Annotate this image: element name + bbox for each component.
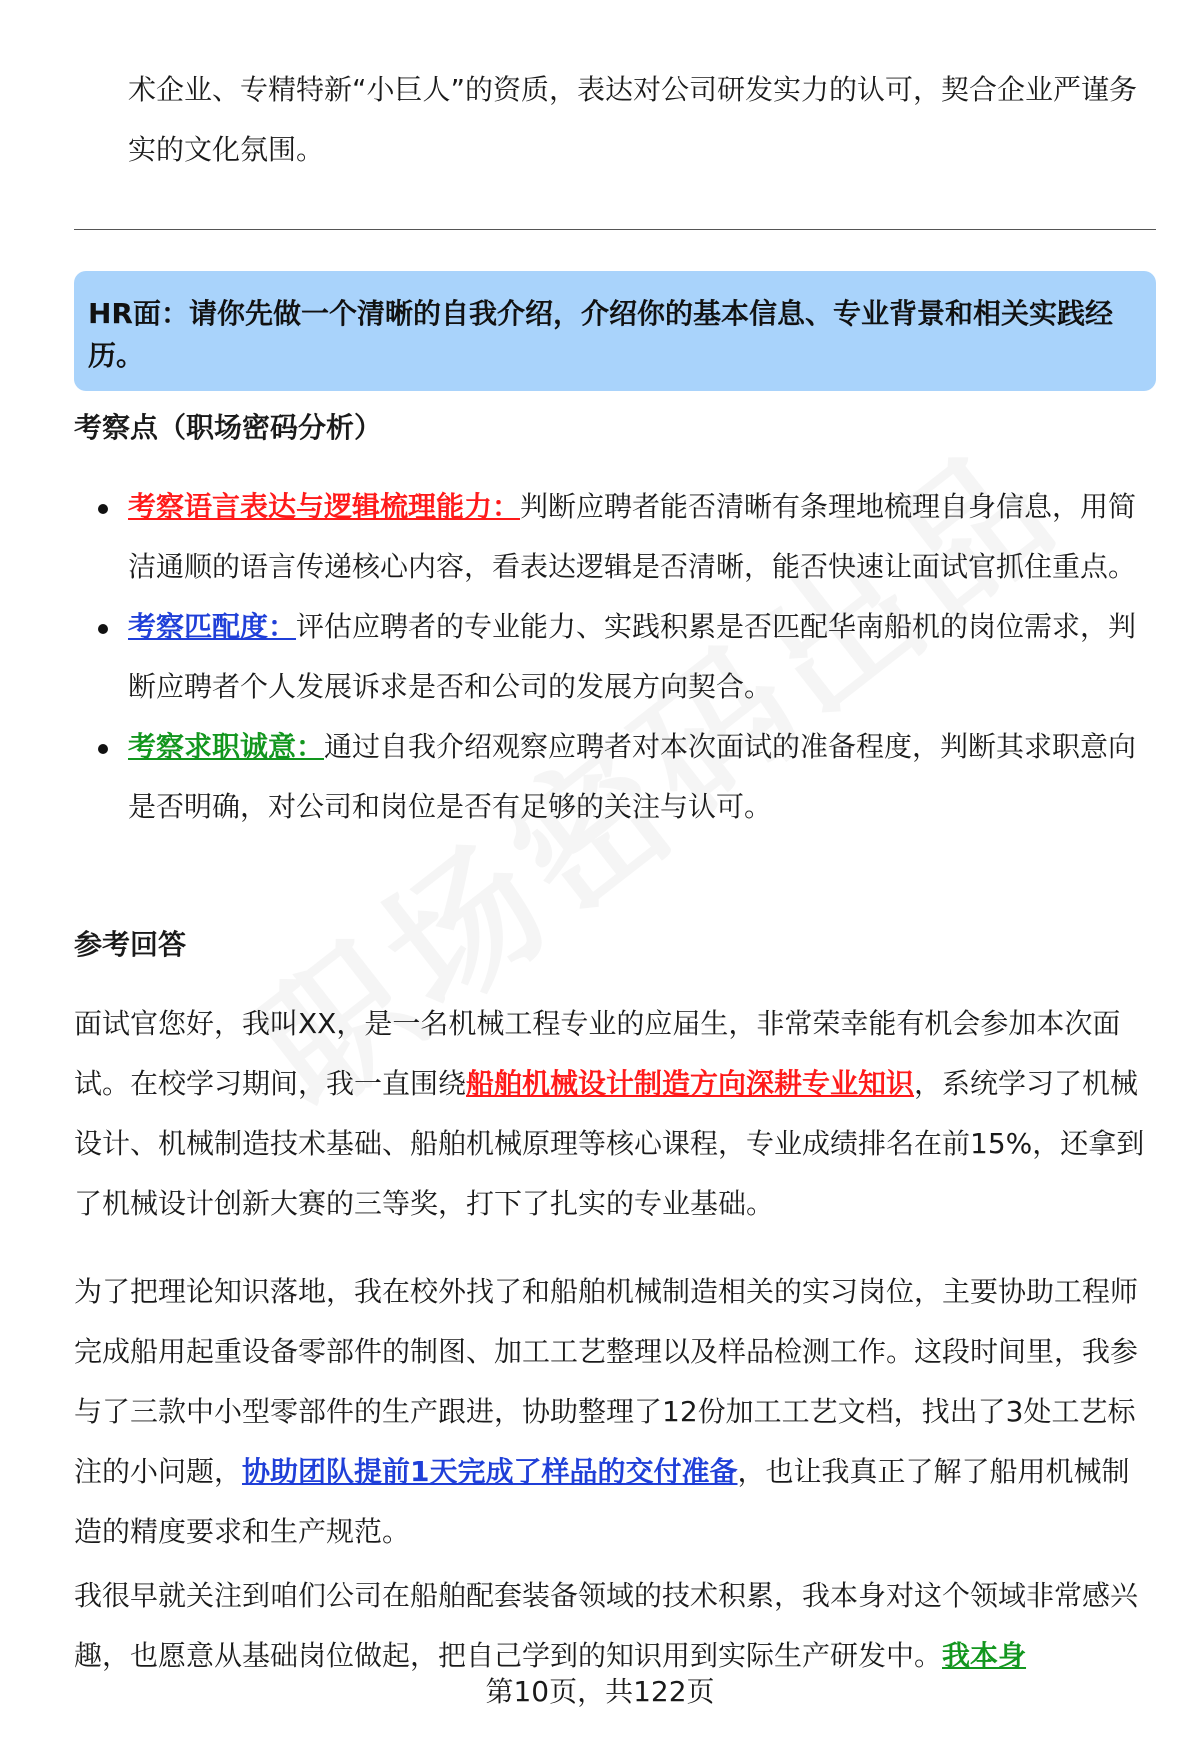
- analysis-list: [128, 477, 1148, 837]
- analysis-text: 判断应聘者能否清晰有条理地梳理自身信息，用简洁通顺的语言传递核心内容，看表达逻辑是否清晰，能否快速让面试官抓住重点。: [128, 490, 1137, 583]
- answer-paragraph-1: [74, 994, 1156, 1234]
- question-text: HR面：请你先做一个清晰的自我介绍，介绍你的基本信息、专业背景和相关实践经历。: [88, 297, 1113, 372]
- answer-text: 面试官您好，我叫XX，是一名机械工程专业的应届生，非常荣幸能有机会参加本次面试。在校学习期间，我一直围绕: [74, 1007, 1121, 1100]
- question-box: [74, 271, 1156, 391]
- answer-paragraph-2: [74, 1262, 1156, 1562]
- answer-heading: 参考回答: [74, 928, 187, 961]
- analysis-text: 通过自我介绍观察应聘者对本次面试的准备程度，判断其求职意向是否明确，对公司和岗位是否有足够的关注与认可。: [128, 730, 1137, 823]
- section-divider: [74, 229, 1156, 230]
- analysis-label: 考察语言表达与逻辑梳理能力：: [128, 490, 521, 523]
- analysis-text: 评估应聘者的专业能力、实践积累是否匹配华南船机的岗位需求，判断应聘者个人发展诉求是否和公司的发展方向契合。: [128, 610, 1137, 703]
- bullet-dot: [98, 504, 108, 514]
- answer-highlight: 船舶机械设计制造方向深耕专业知识: [466, 1067, 915, 1100]
- analysis-label: 考察求职诚意：: [128, 730, 325, 763]
- analysis-item: [128, 597, 1148, 717]
- bullet-dot: [98, 624, 108, 634]
- answer-highlight: 我本身: [942, 1639, 1027, 1672]
- analysis-heading: 考察点（职场密码分析）: [74, 411, 383, 444]
- answer-paragraph-3: [74, 1566, 1156, 1686]
- answer-text: ，系统学习了机械设计、机械制造技术基础、船舶机械原理等核心课程，专业成绩排名在前15%，还拿到了机械设计创新大赛的三等奖，打下了扎实的专业基础。: [74, 1067, 1145, 1220]
- bullet-dot: [98, 744, 108, 754]
- answer-text: 为了把理论知识落地，我在校外找了和船舶机械制造相关的实习岗位，主要协助工程师完成船用起重设备零部件的制图、加工工艺整理以及样品检测工作。这段时间里，我参与了三款中小型零部件的生产跟进，协助整理了12份加工工艺文档，找出了3处工艺标注的小问题，: [74, 1275, 1139, 1488]
- answer-highlight: 协助团队提前1天完成了样品的交付准备: [242, 1455, 738, 1488]
- answer-text: ，也让我真正了解了船用机械制造的精度要求和生产规范。: [74, 1455, 1130, 1548]
- intro-paragraph: 术企业、专精特新“小巨人”的资质，表达对公司研发实力的认可，契合企业严谨务实的文化氛围。: [128, 73, 1138, 166]
- page-number: 第10页，共122页: [485, 1675, 715, 1708]
- analysis-item: [128, 717, 1148, 837]
- answer-text: 我很早就关注到咱们公司在船舶配套装备领域的技术积累，我本身对这个领域非常感兴趣，也愿意从基础岗位做起，把自己学到的知识用到实际生产研发中。: [74, 1579, 1139, 1672]
- analysis-label: 考察匹配度：: [128, 610, 297, 643]
- analysis-item: [128, 477, 1148, 597]
